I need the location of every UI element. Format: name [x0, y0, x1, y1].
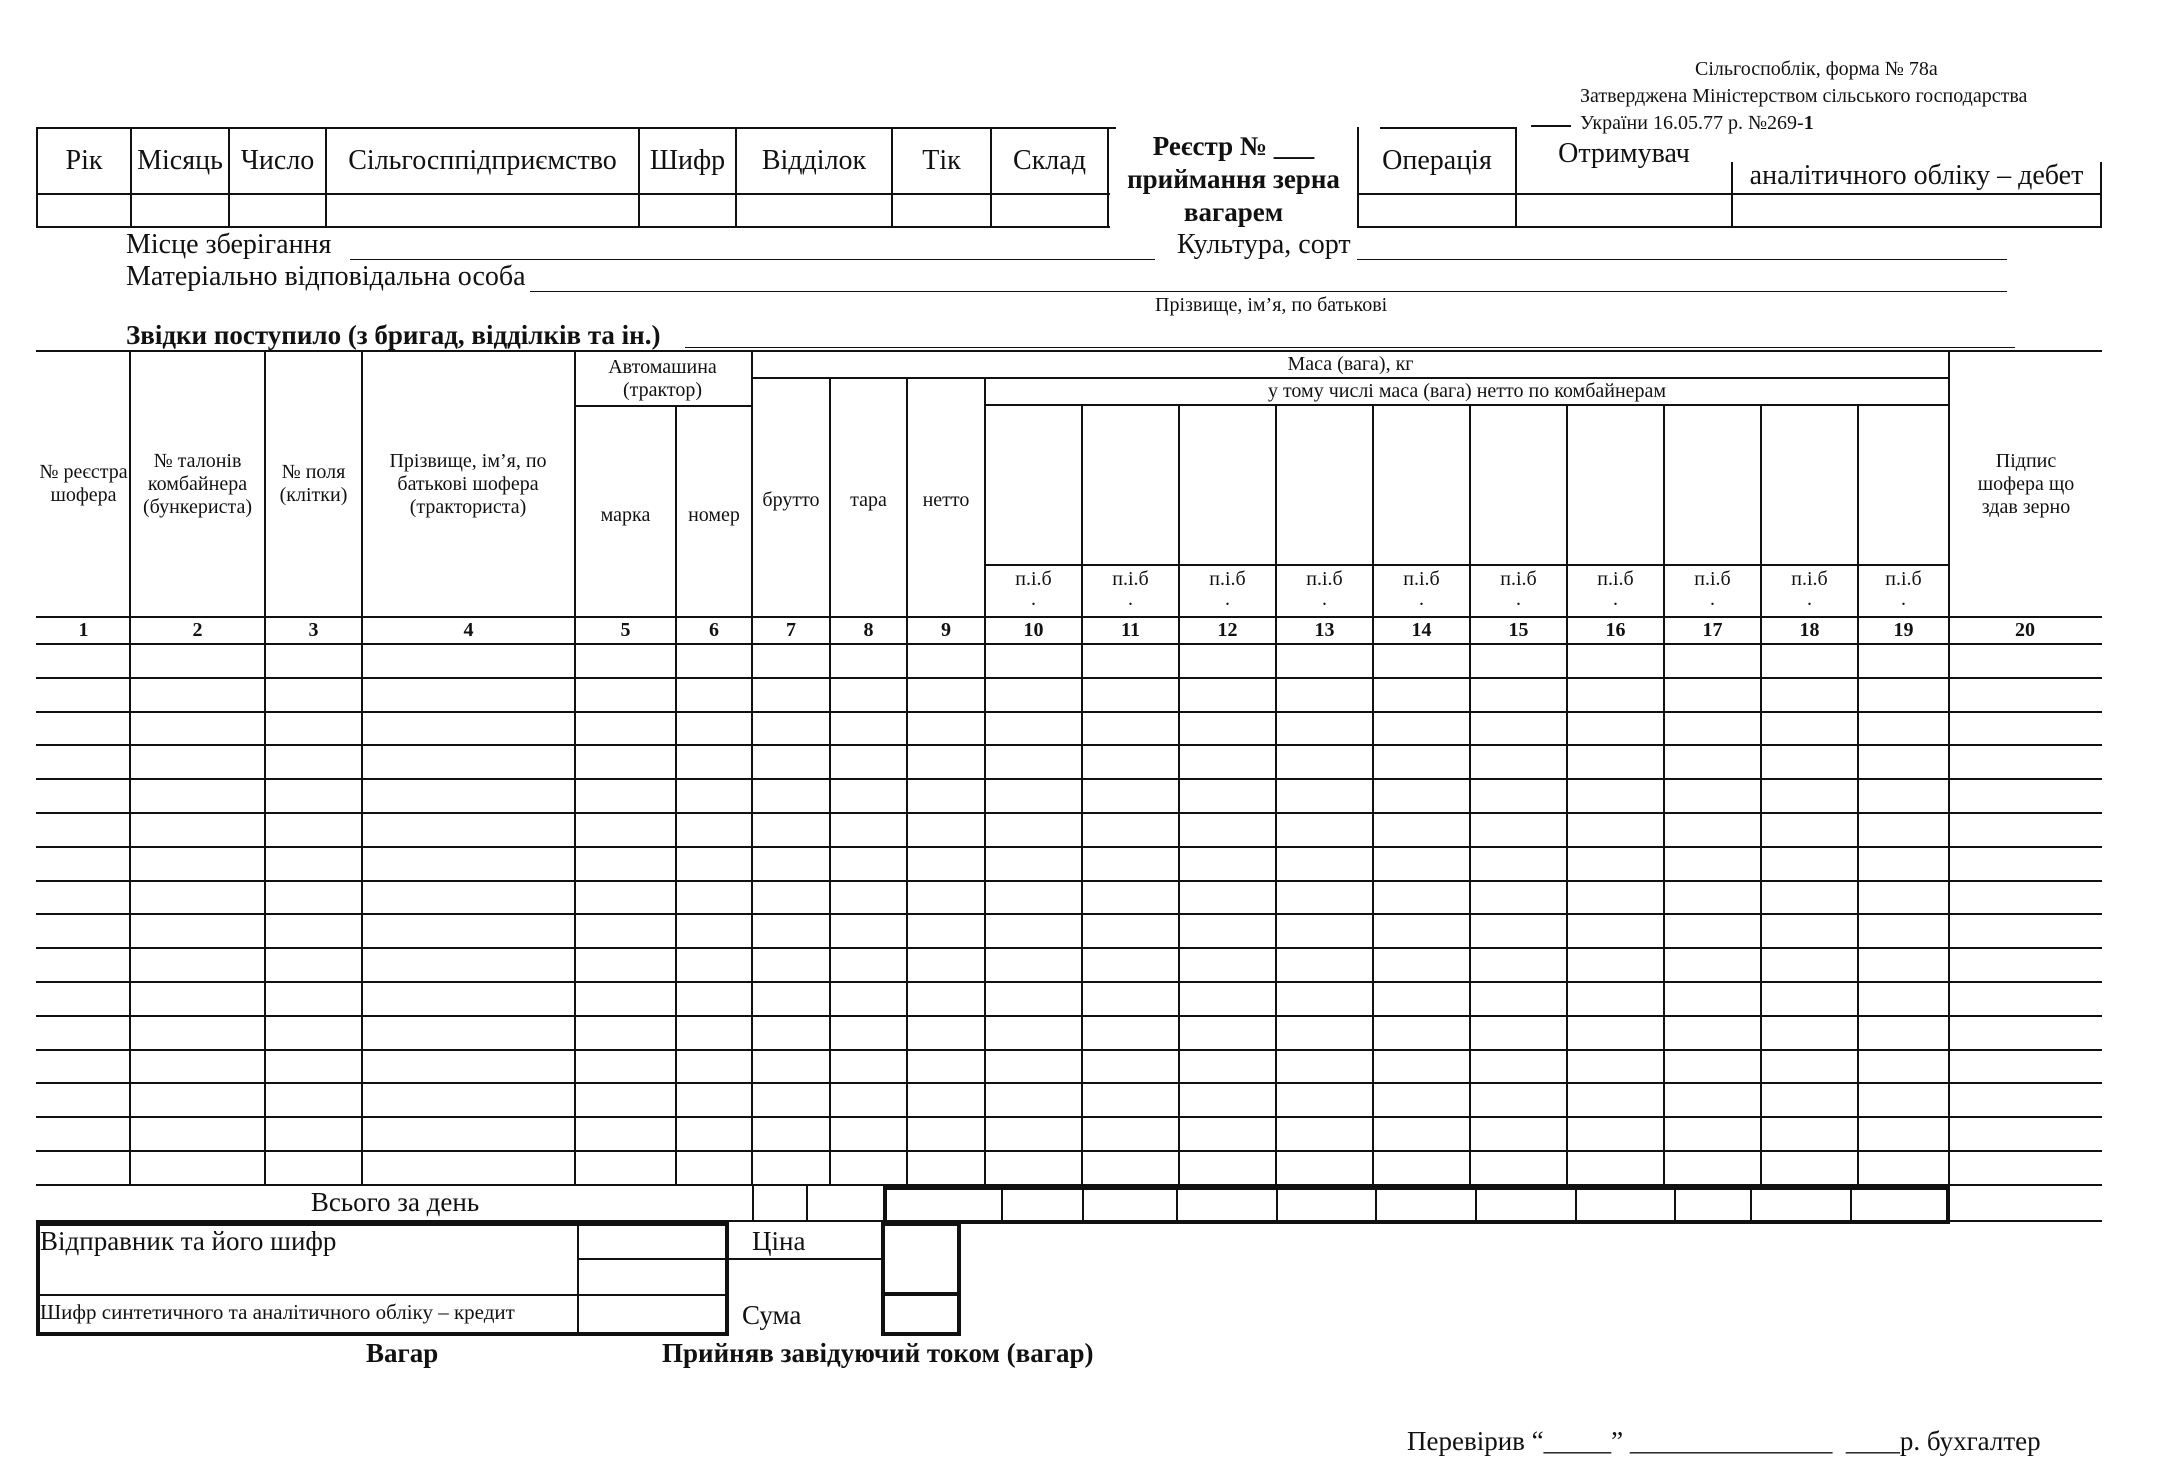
approval-block — [1580, 56, 2120, 137]
totals-box[interactable] — [883, 1186, 1950, 1224]
header-threshing-floor: Тік — [922, 144, 961, 176]
combiner-1-name: п.і.б . — [1015, 568, 1052, 610]
col-net: нетто — [922, 488, 970, 511]
col-number-19: 19 — [1893, 619, 1914, 641]
col-number-1: 1 — [78, 619, 89, 641]
combiner-2-name: п.і.б . — [1112, 568, 1149, 610]
weigher-label: Вагар — [366, 1338, 439, 1368]
credit-code-field[interactable] — [579, 1296, 727, 1332]
col-number-2: 2 — [192, 619, 203, 641]
col-number-6: 6 — [709, 619, 719, 641]
combiner-10-name: п.і.б . — [1885, 568, 1922, 610]
sum-box[interactable] — [881, 1292, 961, 1336]
header-operation: Операція — [1382, 144, 1492, 176]
col-driver-signature: Підпис шофера що здав зерно — [1977, 449, 2075, 518]
header-month: Місяць — [137, 144, 223, 176]
col-tare: тара — [850, 488, 887, 511]
col-vehicle-number: номер — [688, 503, 740, 526]
col-vehicle-brand: марка — [600, 503, 651, 526]
form-number: Сільгоспоблік, форма № 78а — [1695, 58, 1938, 80]
col-number-13: 13 — [1314, 619, 1335, 641]
col-number-8: 8 — [863, 619, 874, 641]
combiner-6-name: п.і.б . — [1500, 568, 1537, 610]
responsible-person-hint: Прізвище, ім’я, по батькові — [1155, 294, 1388, 316]
col-number-12: 12 — [1217, 619, 1238, 641]
group-vehicle: Автомашина (трактор) — [608, 356, 717, 401]
combiner-4-name: п.і.б . — [1306, 568, 1343, 610]
combiner-9-name: п.і.б . — [1791, 568, 1828, 610]
col-number-14: 14 — [1411, 619, 1432, 641]
checked-by-accountant: Перевірив “_____” _______________ ____р. бухгалтер — [1407, 1426, 2041, 1456]
day-total-label: Всього за день — [310, 1187, 480, 1218]
sum-label: Сума — [742, 1300, 802, 1330]
combiner-3-name: п.і.б . — [1209, 568, 1246, 610]
col-driver-name: Прізвище, ім’я, по батькові шофера (тракториста) — [389, 449, 547, 518]
col-register-number: № реєстра шофера — [39, 461, 128, 506]
storage-field[interactable] — [350, 259, 1155, 260]
responsible-person-label: Матеріально відповідальна особа — [126, 261, 526, 292]
col-number-3: 3 — [308, 619, 319, 641]
header-day: Число — [240, 144, 315, 176]
source-field[interactable] — [685, 347, 2015, 348]
sender-label: Відправник та його шифр — [40, 1226, 337, 1256]
col-number-4: 4 — [463, 619, 474, 641]
header-year: Рік — [65, 144, 103, 176]
col-ticket-numbers: № талонів комбайнера (бункериста) — [143, 449, 252, 518]
combiner-5-name: п.і.б . — [1403, 568, 1440, 610]
col-number-18: 18 — [1799, 619, 1820, 641]
price-label: Ціна — [752, 1226, 806, 1256]
col-number-9: 9 — [941, 619, 951, 641]
approval-underline — [1531, 125, 1571, 127]
crop-field[interactable] — [1357, 259, 2007, 260]
col-field-number: № поля (клітки) — [279, 461, 348, 506]
col-number-11: 11 — [1121, 619, 1140, 641]
header-department: Відділок — [761, 144, 867, 176]
header-analytic-debit: аналітичного обліку – дебет — [1749, 160, 2084, 191]
col-number-17: 17 — [1702, 619, 1723, 641]
crop-label: Культура, сорт — [1177, 229, 1351, 260]
group-mass: Маса (вага), кг — [1287, 353, 1414, 375]
responsible-person-field[interactable] — [530, 291, 2007, 292]
storage-label: Місце зберігання — [126, 229, 332, 260]
header-receiver: Отримувач — [1558, 138, 1690, 169]
source-label: Звідки поступило (з бригад, відділків та ін.) — [126, 320, 661, 350]
sender-code-field[interactable] — [579, 1224, 727, 1294]
combiner-8-name: п.і.б . — [1694, 568, 1731, 610]
col-gross: брутто — [762, 488, 820, 511]
approval-ministry: Затверджена Міністерством сільського господарства — [1580, 85, 2028, 107]
header-enterprise: Сільгосппідприємство — [348, 144, 617, 176]
combiner-7-name: п.і.б . — [1597, 568, 1634, 610]
col-number-20: 20 — [2015, 619, 2035, 641]
credit-label: Шифр синтетичного та аналітичного обліку – кредит — [40, 1300, 515, 1324]
col-number-7: 7 — [786, 619, 796, 641]
price-box[interactable] — [881, 1222, 961, 1296]
col-number-5: 5 — [620, 619, 631, 641]
header-code: Шифр — [649, 144, 726, 176]
col-number-16: 16 — [1605, 619, 1626, 641]
header-warehouse: Склад — [1013, 144, 1086, 176]
col-number-10: 10 — [1023, 619, 1044, 641]
approval-date: України 16.05.77 р. №269-1 — [1580, 112, 1814, 134]
col-number-15: 15 — [1508, 619, 1529, 641]
accepted-by-label: Прийняв завідуючий током (вагар) — [662, 1338, 1094, 1368]
document-title: Реєстр № ___ приймання зерна вагарем — [1110, 130, 1357, 229]
group-combiners: у тому числі маса (вага) нетто по комбайнерам — [1267, 380, 1667, 402]
